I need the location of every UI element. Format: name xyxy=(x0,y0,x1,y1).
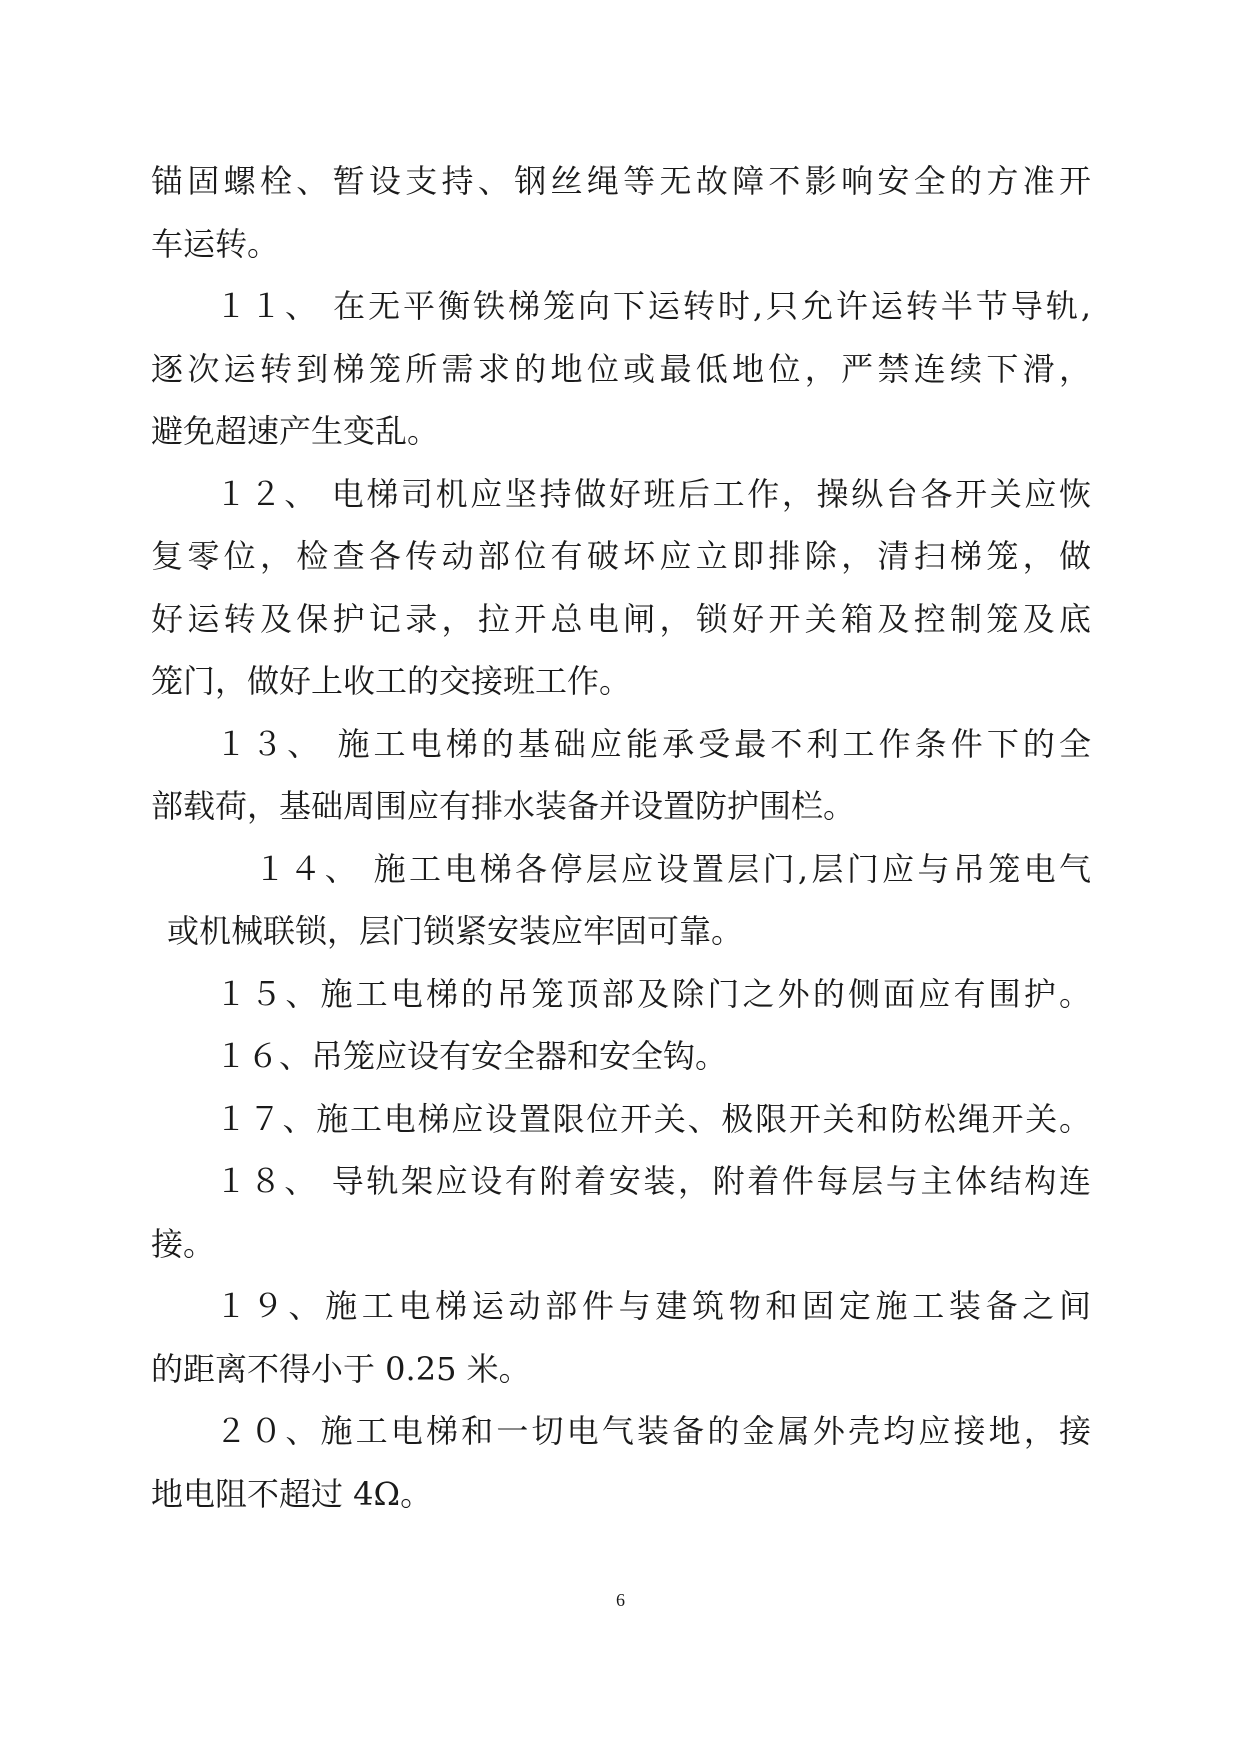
text-line: 接。 xyxy=(151,1224,216,1263)
item-17-line: １７、施工电梯应设置限位开关、极限开关和防松绳开关。 xyxy=(215,1099,1091,1138)
item-19-line: １９、施工电梯运动部件与建筑物和固定施工装备之间 xyxy=(215,1287,1091,1325)
text-line: 地电阻不超过 4Ω。 xyxy=(151,1474,433,1513)
text-line: 逐次运转到梯笼所需求的地位或最低地位，严禁连续下滑， xyxy=(151,349,1091,388)
item-12-line: １２、 电梯司机应坚持做好班后工作，操纵台各开关应恢 xyxy=(215,474,1091,513)
item-14-line: １４、 施工电梯各停层应设置层门,层门应与吊笼电气 xyxy=(254,849,1091,888)
text-line: 车运转。 xyxy=(151,224,280,263)
item-13-line: １３、 施工电梯的基础应能承受最不利工作条件下的全 xyxy=(215,724,1091,763)
page-number: 6 xyxy=(616,1590,625,1610)
text-line: 笼门，做好上收工的交接班工作。 xyxy=(151,662,632,700)
text-line: 避免超速产生变乱。 xyxy=(151,412,440,450)
text-line: 部载荷，基础周围应有排水装备并设置防护围栏。 xyxy=(151,787,856,825)
text-line: 好运转及保护记录，拉开总电闸，锁好开关箱及控制笼及底 xyxy=(151,599,1091,638)
item-11-line: １１、 在无平衡铁梯笼向下运转时,只允许运转半节导轨, xyxy=(215,287,1091,325)
text-line: 的距离不得小于 0.25 米。 xyxy=(151,1349,531,1388)
text-line: 复零位，检查各传动部位有破坏应立即排除，清扫梯笼，做 xyxy=(151,537,1091,575)
item-16-line: １６、吊笼应设有安全器和安全钩。 xyxy=(215,1037,728,1075)
text-line: 或机械联锁，层门锁紧安装应牢固可靠。 xyxy=(167,912,744,950)
body-text xyxy=(151,150,1091,1525)
item-18-line: １８、 导轨架应设有附着安装，附着件每层与主体结构连 xyxy=(215,1162,1091,1200)
item-15-line: １５、施工电梯的吊笼顶部及除门之外的侧面应有围护。 xyxy=(215,974,1091,1013)
item-20-line: ２０、施工电梯和一切电气装备的金属外壳均应接地，接 xyxy=(215,1412,1091,1450)
text-line: 锚固螺栓、暂设支持、钢丝绳等无故障不影响安全的方准开 xyxy=(151,162,1091,200)
